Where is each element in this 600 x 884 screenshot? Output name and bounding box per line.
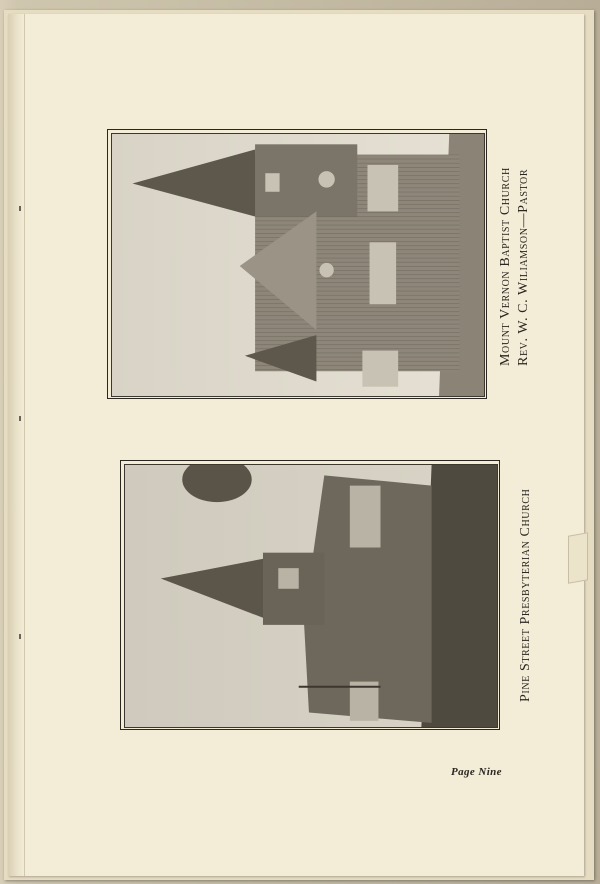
caption-mount-vernon-title: Mount Vernon Baptist Church	[498, 167, 513, 366]
binding-gutter	[8, 14, 25, 876]
photo-mount-vernon-church	[107, 129, 487, 399]
staple-mark	[19, 416, 21, 421]
church-image	[111, 133, 485, 397]
staple-mark	[19, 206, 21, 211]
caption-pine-street-title: Pine Street Presbyterian Church	[518, 488, 533, 702]
photo-pine-street-church	[120, 460, 500, 730]
church-image	[124, 464, 498, 728]
caption-mount-vernon-pastor: Rev. W. C. Wiliamson—Pastor	[516, 168, 531, 366]
staple-mark	[19, 634, 21, 639]
page-tab-edge	[568, 532, 588, 584]
page-number: Page Nine	[451, 766, 502, 778]
document-page	[8, 14, 584, 876]
